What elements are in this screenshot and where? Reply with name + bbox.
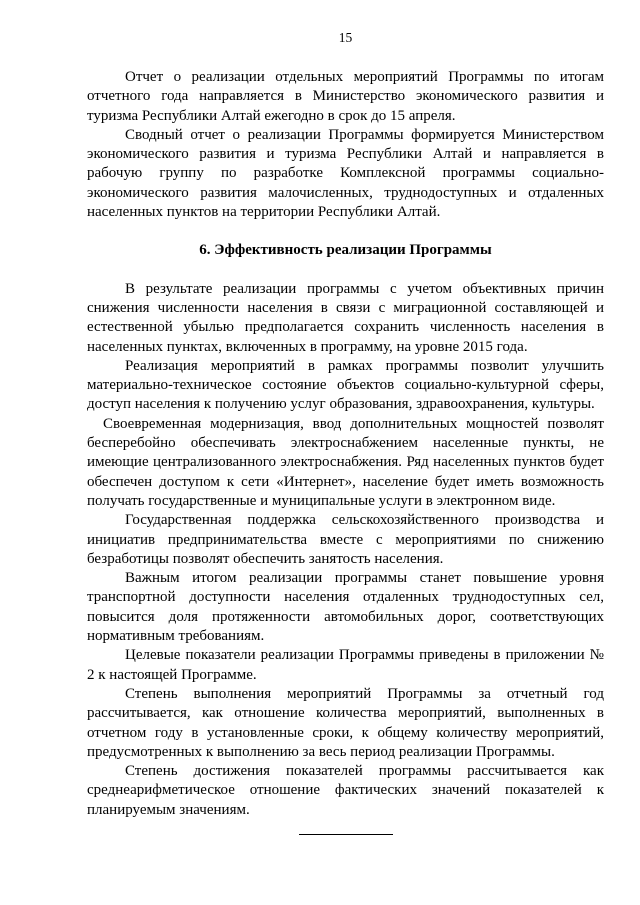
paragraph: Важным итогом реализации программы станет повышение уровня транспортной доступности населения отдаленных труднодоступных сел, повысится доля протяженности автомобильных дорог, соответствующих нормативным требованиям.: [87, 570, 604, 645]
document-body: [87, 68, 604, 835]
page-number: 15: [338, 30, 353, 45]
paragraph: Сводный отчет о реализации Программы формируется Министерством экономического развития и туризма Республики Алтай и направляется в рабочую группу по разработке Комплексной программы социально-экономического развития малочисленных, труднодоступных и отдаленных населенных пунктов на территории Республики Алтай.: [87, 126, 604, 221]
paragraph: Степень достижения показателей программы рассчитывается как среднеарифметическое отношение фактических значений показателей к планируемым значениям.: [87, 763, 604, 818]
paragraph: Своевременная модернизация, ввод дополнительных мощностей позволят бесперебойно обеспечивать электроснабжением населенные пункты, не имеющие централизованного электроснабжения. Ряд населенных пунктов будет обеспечен доступом к сети «Интернет», население будет иметь возможность получать государственные и муниципальные услуги в электронном виде.: [87, 415, 604, 509]
paragraph: Отчет о реализации отдельных мероприятий Программы по итогам отчетного года направляется в Министерство экономического развития и туризма Республики Алтай ежегодно в срок до 15 апреля.: [87, 69, 604, 124]
paragraph: Степень выполнения мероприятий Программы за отчетный год рассчитывается, как отношение количества мероприятий, выполненных в отчетном году в установленные сроки, к общему количеству мероприятий, предусмотренных к выполнению за весь период реализации Программы.: [87, 685, 604, 760]
footnote-divider: [299, 834, 393, 835]
paragraph: Целевые показатели реализации Программы приведены в приложении № 2 к настоящей Программе.: [87, 647, 604, 683]
paragraph: В результате реализации программы с учетом объективных причин снижения численности населения в связи с миграционной составляющей и естественной убылью предполагается сохранить численность населения в населенных пунктах, включенных в программу, на уровне 2015 года.: [87, 280, 604, 355]
section-heading: 6. Эффективность реализации Программы: [199, 242, 492, 259]
paragraph: Реализация мероприятий в рамках программы позволит улучшить материально-техническое состояние объектов социально-культурной сферы, доступ населения к получению услуг образования, здравоохранения, культуры.: [87, 357, 604, 413]
paragraph: Государственная поддержка сельскохозяйственного производства и инициатив предпринимательства вместе с мероприятиями по снижению безработицы позволят обеспечить занятость населения.: [87, 512, 604, 567]
